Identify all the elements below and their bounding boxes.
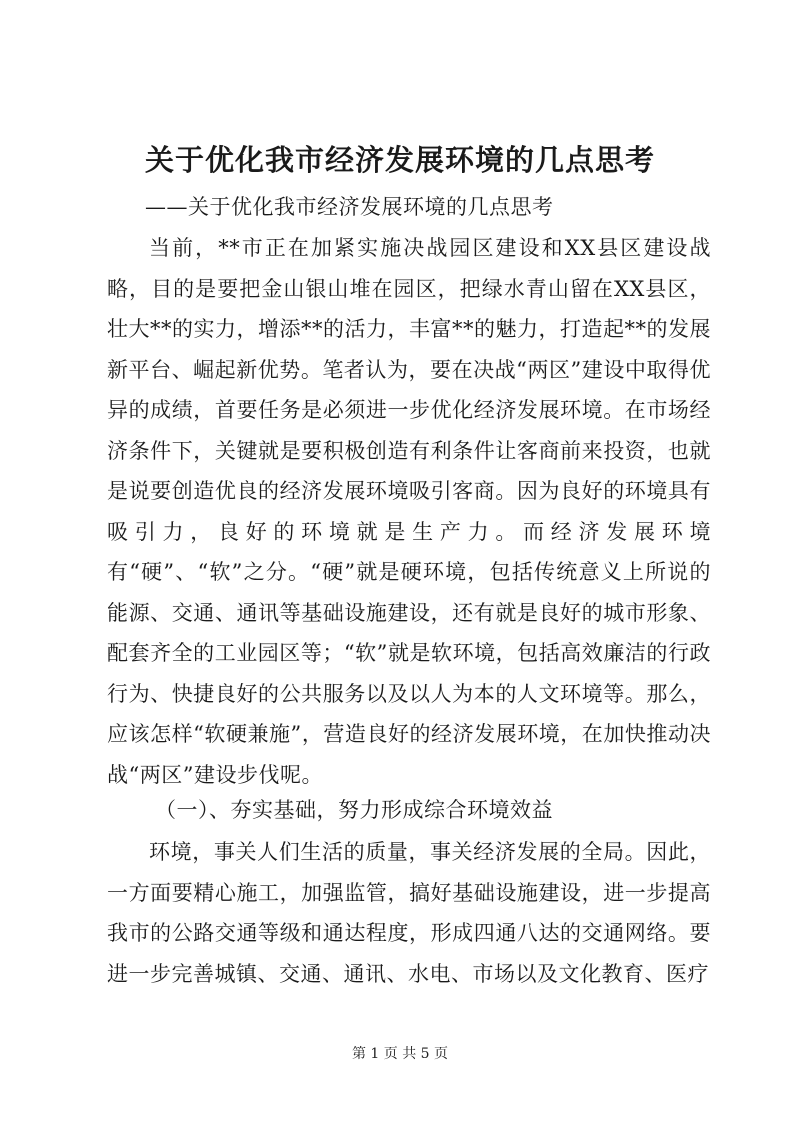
body-paragraph-1: 当前，**市正在加紧实施决战园区建设和XX县区建设战略，目的是要把金山银山堆在园区，把绿水青山留在XX县区，壮大**的实力，增添**的活力，丰富**的魅力，打造起**的发展新平台、崛起新优势。笔者认为，要在决战“两区”建设中取得优异的成绩，首要任务是必须进一步优化经济发展环境。在市场经济条件下，关键就是要积极创造有利条件让客商前来投资，也就是说要创造优良的经济发展环境吸引客商。因为良好的环境具有吸引力，良好的环境就是生产力。而经济发展环境有“硬”、“软”之分。“硬”就是硬环境，包括传统意义上所说的能源、交通、通讯等基础设施建设，还有就是良好的城市形象、配套齐全的工业园区等；“软”就是软环境，包括高效廉洁的行政行为、快捷良好的公共服务以及以人为本的人文环境等。那么，应该怎样“软硬兼施”，营造良好的经济发展环境，在加快推动决战“两区”建设步伐呢。: [107, 236, 711, 787]
body-paragraph-2: 环境，事关人们生活的质量，事关经济发展的全局。因此，一方面要精心施工，加强监管，搞好基础设施建设，进一步提高我市的公路交通等级和通达程度，形成四通八达的交通网络。要进一步完善城镇、交通、通讯、水电、市场以及文化教育、医疗: [107, 840, 711, 986]
document-subtitle: ——关于优化我市经济发展环境的几点思考: [145, 195, 554, 219]
document-title: 关于优化我市经济发展环境的几点思考: [144, 143, 655, 177]
section-heading: （一）、夯实基础，努力形成综合环境效益: [155, 798, 553, 822]
page-footer: 第 1 页 共 5 页: [351, 1046, 449, 1062]
